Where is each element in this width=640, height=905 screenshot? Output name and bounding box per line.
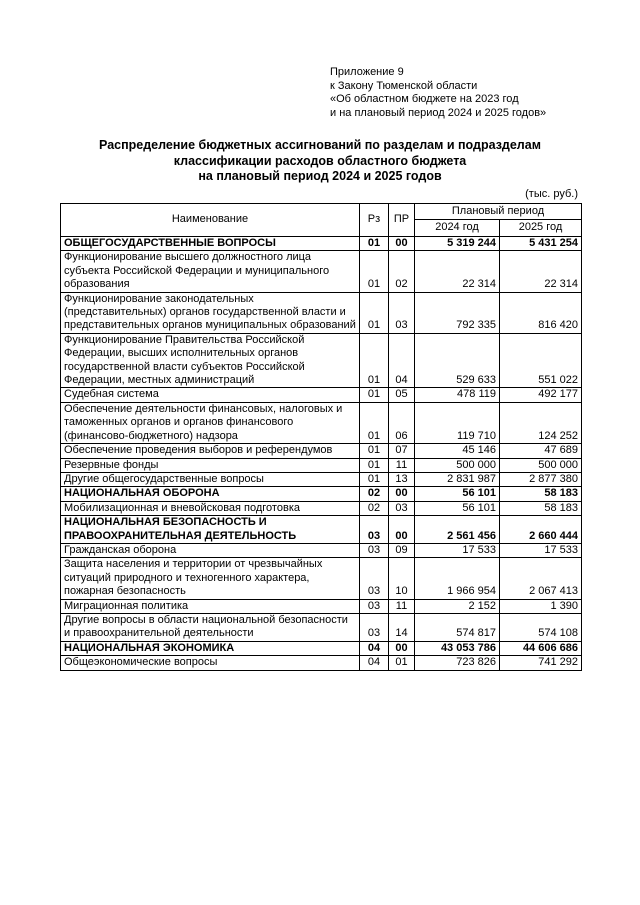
row-name: Мобилизационная и вневойсковая подготовка (61, 501, 360, 515)
row-name: НАЦИОНАЛЬНАЯ ОБОРОНА (61, 487, 360, 501)
row-pr: 04 (389, 333, 415, 388)
row-rz: 01 (360, 292, 389, 333)
table-row (61, 388, 582, 402)
table-row (61, 613, 582, 641)
table-row (61, 543, 582, 557)
row-name: НАЦИОНАЛЬНАЯ ЭКОНОМИКА (61, 641, 360, 655)
table-row (61, 487, 582, 501)
row-pr: 00 (389, 487, 415, 501)
table-row (61, 472, 582, 486)
row-rz: 03 (360, 543, 389, 557)
row-value-2025: 551 022 (500, 333, 582, 388)
row-value-2025: 17 533 (500, 543, 582, 557)
row-rz: 01 (360, 444, 389, 458)
row-value-2025: 741 292 (500, 656, 582, 670)
row-pr: 10 (389, 558, 415, 599)
table-row (61, 501, 582, 515)
row-value-2024: 478 119 (415, 388, 500, 402)
appendix-line: «Об областном бюджете на 2023 год (330, 93, 519, 105)
appendix-note (330, 66, 546, 120)
row-rz: 02 (360, 501, 389, 515)
header-name: Наименование (61, 204, 360, 237)
document-title (60, 138, 580, 185)
title-line: Распределение бюджетных ассигнований по разделам и подразделам (99, 138, 541, 152)
row-value-2024: 1 966 954 (415, 558, 500, 599)
table-row (61, 444, 582, 458)
row-rz: 03 (360, 599, 389, 613)
table-row (61, 458, 582, 472)
row-value-2024: 56 101 (415, 501, 500, 515)
row-name: Другие общегосударственные вопросы (61, 472, 360, 486)
row-pr: 13 (389, 472, 415, 486)
row-value-2025: 44 606 686 (500, 641, 582, 655)
row-value-2024: 56 101 (415, 487, 500, 501)
row-value-2025: 2 877 380 (500, 472, 582, 486)
row-value-2025: 500 000 (500, 458, 582, 472)
row-pr: 00 (389, 237, 415, 251)
row-name: Резервные фонды (61, 458, 360, 472)
row-rz: 01 (360, 402, 389, 443)
row-value-2024: 723 826 (415, 656, 500, 670)
row-rz: 01 (360, 333, 389, 388)
appendix-line: и на плановый период 2024 и 2025 годов» (330, 106, 547, 119)
row-rz: 03 (360, 558, 389, 599)
table-row (61, 292, 582, 333)
row-value-2024: 792 335 (415, 292, 500, 333)
table-row (61, 599, 582, 613)
row-value-2025: 816 420 (500, 292, 582, 333)
units-label: (тыс. руб.) (525, 188, 578, 200)
row-value-2025: 47 689 (500, 444, 582, 458)
row-rz: 02 (360, 487, 389, 501)
row-name: Функционирование Правительства Российской Федерации, высших исполнительных органов государственной власти субъектов Российской Федерации, местных администраций (61, 333, 360, 388)
row-value-2024: 2 831 987 (415, 472, 500, 486)
table-row (61, 656, 582, 670)
row-value-2024: 43 053 786 (415, 641, 500, 655)
row-rz: 01 (360, 458, 389, 472)
table-row (61, 558, 582, 599)
row-value-2024: 2 152 (415, 599, 500, 613)
row-pr: 03 (389, 501, 415, 515)
row-value-2024: 22 314 (415, 251, 500, 292)
table-row (61, 402, 582, 443)
row-name: Функционирование высшего должностного лица субъекта Российской Федерации и муниципального образования (61, 251, 360, 292)
row-value-2025: 58 183 (500, 487, 582, 501)
row-rz: 01 (360, 472, 389, 486)
row-pr: 06 (389, 402, 415, 443)
row-rz: 01 (360, 388, 389, 402)
row-value-2024: 17 533 (415, 543, 500, 557)
row-pr: 09 (389, 543, 415, 557)
row-value-2025: 2 067 413 (500, 558, 582, 599)
row-pr: 01 (389, 656, 415, 670)
row-pr: 02 (389, 251, 415, 292)
row-pr: 11 (389, 458, 415, 472)
row-value-2025: 58 183 (500, 501, 582, 515)
table-row (61, 237, 582, 251)
header-rz: Рз (360, 204, 389, 237)
row-value-2024: 45 146 (415, 444, 500, 458)
row-value-2024: 119 710 (415, 402, 500, 443)
row-name: Миграционная политика (61, 599, 360, 613)
row-value-2025: 22 314 (500, 251, 582, 292)
row-name: Обеспечение деятельности финансовых, налоговых и таможенных органов и органов финансового (финансово-бюджетного) надзора (61, 402, 360, 443)
row-name: ОБЩЕГОСУДАРСТВЕННЫЕ ВОПРОСЫ (61, 237, 360, 251)
appendix-line: Приложение 9 (330, 66, 404, 78)
row-name: Другие вопросы в области национальной безопасности и правоохранительной деятельности (61, 613, 360, 641)
row-value-2025: 124 252 (500, 402, 582, 443)
row-pr: 00 (389, 641, 415, 655)
row-rz: 04 (360, 641, 389, 655)
row-rz: 01 (360, 251, 389, 292)
table-row (61, 641, 582, 655)
row-name: Функционирование законодательных (представительных) органов государственной власти и представительных органов муниципальных образований (61, 292, 360, 333)
title-line: на плановый период 2024 и 2025 годов (198, 169, 442, 183)
row-value-2024: 5 319 244 (415, 237, 500, 251)
header-year-2025: 2025 год (500, 220, 582, 237)
row-name: Общеэкономические вопросы (61, 656, 360, 670)
table-row (61, 333, 582, 388)
row-pr: 14 (389, 613, 415, 641)
row-pr: 07 (389, 444, 415, 458)
row-rz: 03 (360, 516, 389, 544)
header-pr: ПР (389, 204, 415, 237)
row-value-2025: 492 177 (500, 388, 582, 402)
budget-table (60, 203, 582, 671)
row-name: Обеспечение проведения выборов и референдумов (61, 444, 360, 458)
row-value-2025: 574 108 (500, 613, 582, 641)
row-pr: 03 (389, 292, 415, 333)
row-name: Гражданская оборона (61, 543, 360, 557)
row-value-2024: 500 000 (415, 458, 500, 472)
row-name: Защита населения и территории от чрезвычайных ситуаций природного и техногенного характера, пожарная безопасность (61, 558, 360, 599)
row-value-2025: 1 390 (500, 599, 582, 613)
table-body (61, 237, 582, 671)
table-row (61, 516, 582, 544)
title-line: классификации расходов областного бюджета (173, 153, 467, 168)
row-rz: 03 (360, 613, 389, 641)
row-value-2025: 2 660 444 (500, 516, 582, 544)
row-value-2024: 529 633 (415, 333, 500, 388)
header-year-2024: 2024 год (415, 220, 500, 237)
row-rz: 01 (360, 237, 389, 251)
table-row (61, 251, 582, 292)
row-name: НАЦИОНАЛЬНАЯ БЕЗОПАСНОСТЬ И ПРАВООХРАНИТЕЛЬНАЯ ДЕЯТЕЛЬНОСТЬ (61, 516, 360, 544)
row-pr: 00 (389, 516, 415, 544)
appendix-line: к Закону Тюменской области (330, 79, 478, 92)
row-value-2025: 5 431 254 (500, 237, 582, 251)
row-pr: 11 (389, 599, 415, 613)
header-plan-period: Плановый период (415, 204, 582, 220)
row-value-2024: 2 561 456 (415, 516, 500, 544)
row-name: Судебная система (61, 388, 360, 402)
row-pr: 05 (389, 388, 415, 402)
row-value-2024: 574 817 (415, 613, 500, 641)
row-rz: 04 (360, 656, 389, 670)
table-header (61, 204, 582, 237)
